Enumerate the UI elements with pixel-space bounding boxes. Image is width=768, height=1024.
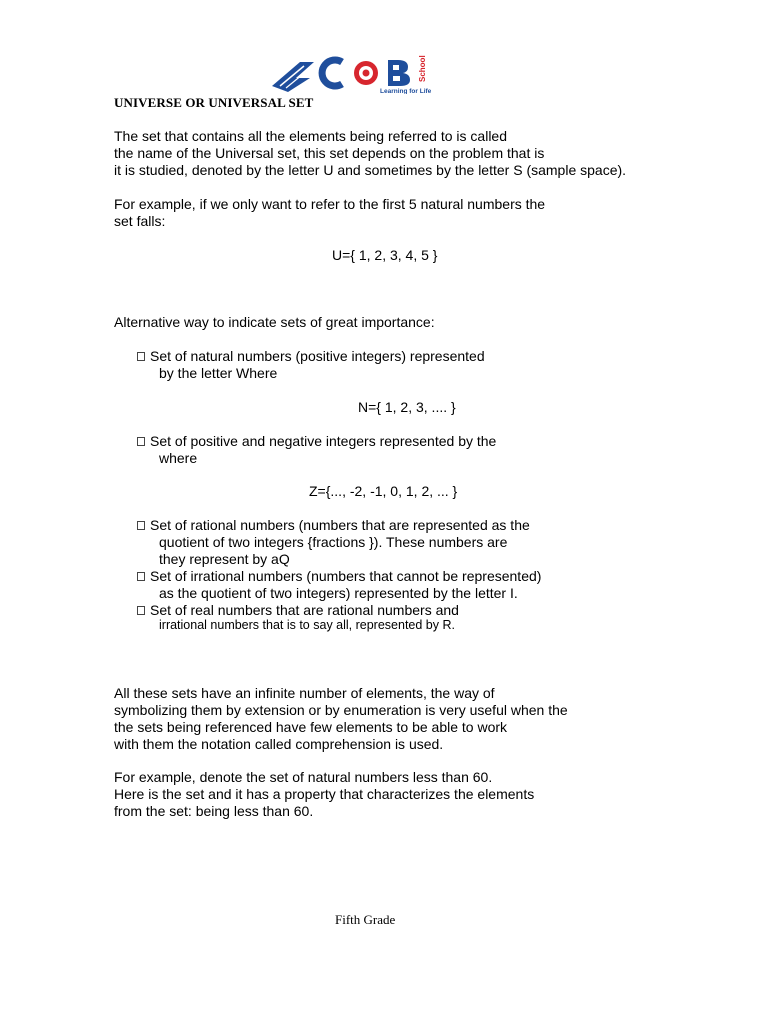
bullet-irrational-line-1	[137, 568, 541, 585]
bullet-natural-line-2: by the letter Where	[159, 365, 278, 381]
bullet-rational-line-2: quotient of two integers {fractions }). These numbers are	[159, 534, 508, 550]
example2-line-2: Here is the set and it has a property that characterizes the elements	[114, 786, 535, 802]
bullet-rational-line-1	[137, 517, 530, 534]
alternative-intro: Alternative way to indicate sets of great importance:	[114, 314, 435, 330]
bullet-box-icon	[137, 572, 145, 581]
bullet-rational-line-3: they represent by aQ	[159, 551, 290, 567]
bullet-integers-line-1	[137, 433, 496, 450]
formula-universal-set: U={ 1, 2, 3, 4, 5 }	[332, 247, 438, 263]
example1-line-2: set falls:	[114, 213, 166, 229]
formula-natural-set: N={ 1, 2, 3, .... }	[358, 399, 456, 415]
bullet-irrational-text: Set of irrational numbers (numbers that cannot be represented)	[150, 568, 542, 584]
school-logo	[270, 52, 442, 94]
bullet-irrational-line-2: as the quotient of two integers) represented by the letter I.	[159, 585, 518, 601]
bullet-natural-line-1	[137, 348, 485, 365]
page-footer: Fifth Grade	[335, 912, 396, 927]
intro-line-3: it is studied, denoted by the letter U and sometimes by the letter S (sample space).	[114, 162, 627, 178]
bullet-box-icon	[137, 352, 145, 361]
bullet-real-line-2: irrational numbers that is to say all, represented by R.	[159, 618, 455, 632]
bullet-rational-text: Set of rational numbers (numbers that are represented as the	[150, 517, 530, 533]
logo-side-text: School	[418, 55, 427, 82]
intro-line-2: the name of the Universal set, this set depends on the problem that is	[114, 145, 545, 161]
bullet-box-icon	[137, 521, 145, 530]
example2-line-1: For example, denote the set of natural numbers less than 60.	[114, 769, 493, 785]
bullet-real-text: Set of real numbers that are rational numbers and	[150, 602, 459, 618]
page-heading: UNIVERSE OR UNIVERSAL SET	[114, 95, 314, 110]
infinite-line-1: All these sets have an infinite number of elements, the way of	[114, 685, 495, 701]
bullet-box-icon	[137, 437, 145, 446]
formula-integer-set: Z={..., -2, -1, 0, 1, 2, ... }	[309, 483, 458, 499]
example1-line-1: For example, if we only want to refer to the first 5 natural numbers the	[114, 196, 546, 212]
bullet-real-line-1	[137, 602, 459, 619]
logo-tagline: Learning for Life	[380, 88, 432, 94]
infinite-line-2: symbolizing them by extension or by enumeration is very useful when the	[114, 702, 568, 718]
example2-line-3: from the set: being less than 60.	[114, 803, 314, 819]
bullet-box-icon	[137, 606, 145, 615]
bullet-integers-line-2: where	[159, 450, 198, 466]
bullet-integers-text: Set of positive and negative integers represented by the	[150, 433, 497, 449]
infinite-line-3: the sets being referenced have few elements to be able to work	[114, 719, 508, 735]
intro-line-1: The set that contains all the elements being referred to is called	[114, 128, 507, 144]
infinite-line-4: with them the notation called comprehension is used.	[114, 736, 444, 752]
bullet-natural-text: Set of natural numbers (positive integers) represented	[150, 348, 485, 364]
